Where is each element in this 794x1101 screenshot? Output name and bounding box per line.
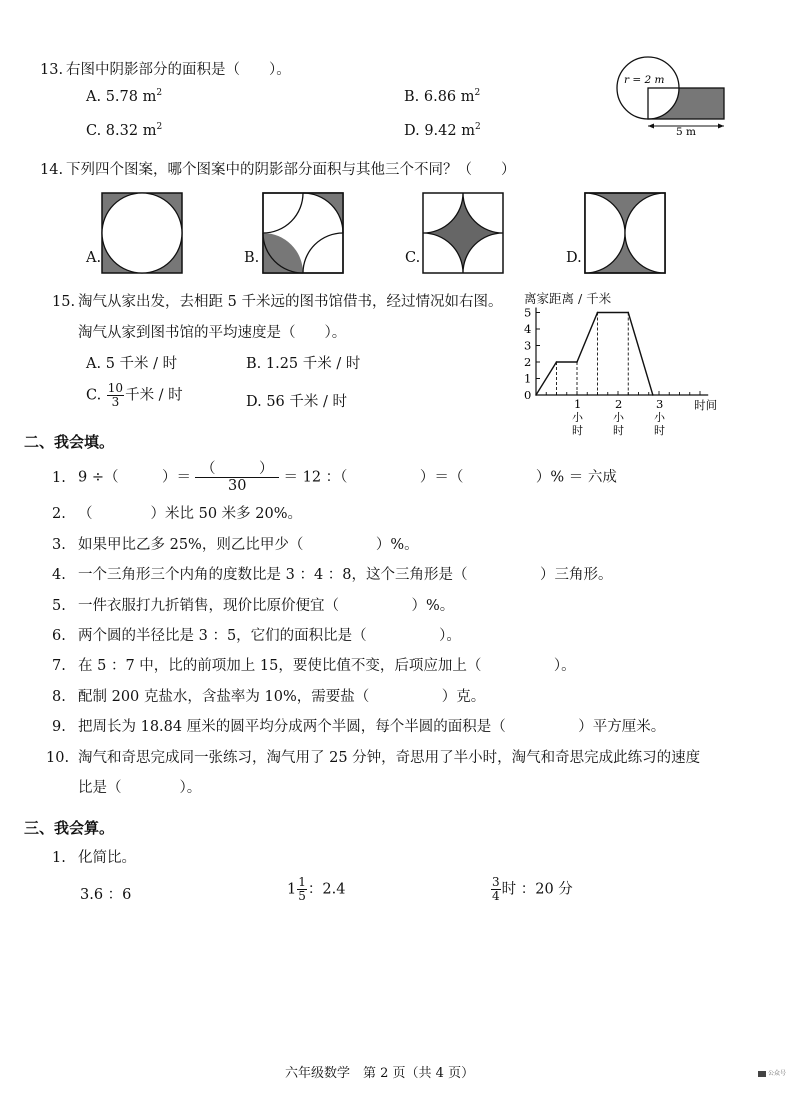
chart-data-point	[535, 394, 537, 396]
chart-x-unit-label: 时	[572, 424, 583, 437]
q15-option-c: C. $\frac{10}{3}$ 千米 / 时	[86, 381, 183, 409]
s2-item-7: 7. 在 5 ：7 中，比的前项加上 15，要使比值不变，后项应加上（ ）。	[52, 658, 576, 674]
chart-x-tick-label: 2	[615, 397, 623, 411]
q15-stem	[52, 290, 502, 311]
s3-subtitle: 1. 化简比。	[52, 850, 136, 866]
chart-y-tick-label: 5	[524, 305, 532, 320]
s2-item-5: 5. 一件衣服打九折销售，现价比原价便宜（ ）%。	[52, 598, 455, 614]
s2-item-2: 2. （ ）米比 50 米多 20%。	[52, 506, 303, 522]
q14-label-d: D.	[566, 250, 582, 266]
s2-item-3: 3. 如果甲比乙多 25%，则乙比甲少（ ）%。	[52, 537, 419, 553]
q15-option-b: B. 1.25 千米 / 时	[246, 356, 361, 372]
chart-data-point	[652, 394, 654, 396]
chart-y-tick-label: 4	[524, 322, 532, 336]
page-footer: 六年级数学 第 2 页（共 4 页）	[285, 1066, 475, 1081]
chart-data-point	[556, 361, 558, 363]
watermark-logo: 公众号	[758, 1068, 786, 1077]
s2-item-8: 8. 配制 200 克盐水，含盐率为 10%，需要盐（ ）克。	[52, 689, 486, 705]
q15-option-d: D. 56 千米 / 时	[246, 394, 347, 410]
chart-x-unit-label: 时	[613, 424, 624, 437]
chart-x-tick-label: 1	[574, 397, 582, 411]
q13-radius-label: r = 2 m	[624, 74, 665, 86]
s2-item-10: 10. 淘气和奇思完成同一张练习，淘气用了 25 分钟，奇思用了半小时，淘气和奇思完成此练习的速度	[46, 750, 701, 766]
chart-series-line	[536, 313, 653, 396]
chart-data-point	[576, 361, 578, 363]
q15-number: 15.	[52, 294, 76, 310]
s2-item-6: 6. 两个圆的半径比是 3 ：5，它们的面积比是（ ）。	[52, 628, 461, 644]
s2-item-1: 1. 9 ÷（ ）＝ （ ） 30 ＝ 12 ：（ ）＝（ ）% ＝ 六成	[52, 461, 617, 494]
section2-title: 二、我会填。	[24, 433, 115, 451]
chart-ylabel: 离家距离 / 千米	[524, 291, 612, 306]
q14-label-c: C.	[405, 250, 421, 266]
chart-data-point	[627, 312, 629, 314]
chart-x-tick-label: 3	[656, 397, 664, 411]
q13-stem	[40, 58, 291, 79]
q13-option-a: A. 5.78 $m^2$	[86, 88, 163, 105]
q13-text: 右图中阴影部分的面积是（ ）。	[66, 62, 291, 78]
q15-text: 淘气从家出发，去相距 5 千米远的图书馆借书，经过情况如右图。	[78, 294, 503, 310]
section3-title: 三、我会算。	[24, 819, 115, 837]
s3-problem-1: 3.6 ：6	[80, 887, 132, 903]
s3-problem-2: 1 $\frac{1}{5}$ ：2.4	[287, 875, 346, 903]
q13-option-c: C. 8.32 $m^2$	[86, 122, 163, 139]
s2-item-10-cont: 比是（ ）。	[78, 780, 202, 796]
q14-figure-c	[422, 192, 504, 274]
s2-item-4: 4. 一个三角形三个内角的度数比是 3 ：4 ：8，这个三角形是（ ）三角形。	[52, 567, 613, 583]
chart-x-axis-label: 时间	[694, 398, 718, 412]
q15-distance-time-chart	[516, 303, 746, 443]
q14-label-b: B.	[244, 250, 260, 266]
q14-label-a: A.	[86, 250, 102, 266]
chart-y-tick-label: 0	[524, 388, 532, 402]
q13-option-b: B. 6.86 $m^2$	[404, 88, 481, 105]
q15-option-c-fraction: $\frac{10}{3}$	[107, 381, 124, 409]
q14-text: 下列四个图案，哪个图案中的阴影部分面积与其他三个不同？（ ）	[66, 162, 516, 178]
q13-length-label: 5 m	[676, 126, 696, 138]
chart-data-point	[597, 312, 599, 314]
q14-number: 14.	[40, 162, 64, 178]
chart-x-unit-label: 小	[572, 411, 583, 424]
s2-item-9: 9. 把周长为 18.84 厘米的圆平均分成两个半圆，每个半圆的面积是（ ）平方厘米。	[52, 719, 666, 735]
q14-figure-d	[584, 192, 666, 274]
s2-item-1-fraction: （ ） 30	[195, 461, 280, 494]
q15-text2: 淘气从家到图书馆的平均速度是（ ）。	[78, 325, 347, 341]
q14-figure-b	[262, 192, 344, 274]
q14-figure-a	[101, 192, 183, 274]
chart-y-tick-label: 1	[524, 371, 532, 386]
q14-stem	[40, 158, 516, 179]
q15-option-a: A. 5 千米 / 时	[86, 356, 178, 372]
chart-x-unit-label: 时	[654, 424, 665, 437]
chart-y-tick-label: 2	[524, 355, 532, 369]
chart-x-unit-label: 小	[613, 411, 624, 424]
chart-y-tick-label: 3	[524, 338, 532, 353]
chart-x-unit-label: 小	[654, 411, 665, 424]
q13-number: 13.	[40, 62, 64, 78]
q13-figure	[610, 56, 740, 136]
q13-option-d: D. 9.42 $m^2$	[404, 122, 481, 139]
s3-problem-3: $\frac{3}{4}$ 时 ：20 分	[492, 875, 573, 903]
